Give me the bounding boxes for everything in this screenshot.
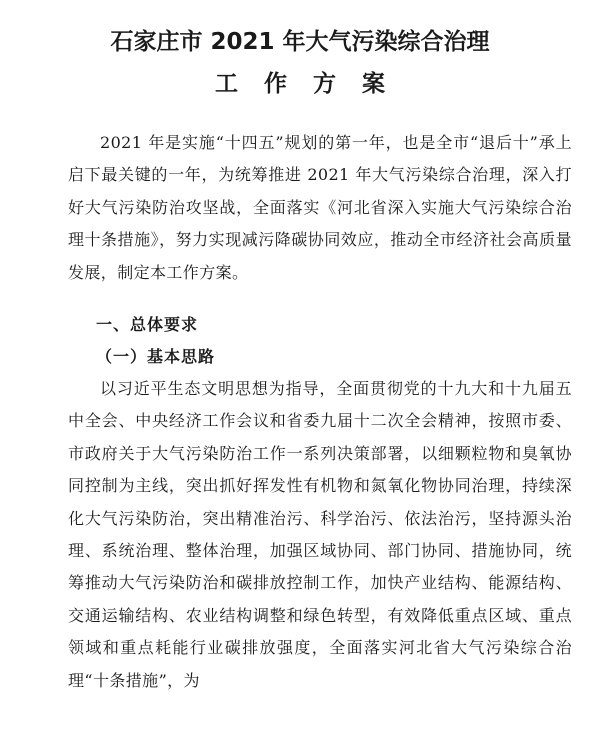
subsection-heading: （一）基本思路	[96, 347, 216, 366]
section-heading: 一、总体要求	[96, 315, 199, 334]
intro-paragraph: 2021 年是实施“十四五”规划的第一年，也是全市“退后十”承上启下最关键的一年，为统筹推进 2021 年大气污染综合治理，深入打好大气污染防治攻坚战，全面落实《河北省深入实施大气污染综合治理十条措施》，努力实现减污降碳协同效应，推动全市经济社会高质量发展，制定本工作方案。	[68, 133, 572, 282]
document-title: 石家庄市 2021 年大气污染综合治理	[110, 29, 490, 55]
document-subtitle: 工作方案	[215, 71, 411, 97]
body-paragraph: 以习近平生态文明思想为指导，全面贯彻党的十九大和十九届五中全会、中央经济工作会议和省委九届十二次全会精神，按照市委、市政府关于大气污染防治工作一系列决策部署，以细颗粒物和臭氧协同控制为主线，突出抓好挥发性有机物和氮氧化物协同治理，持续深化大气污染防治，突出精准治污、科学治污、依法治污，坚持源头治理、系统治理、整体治理，加强区域协同、部门协同、措施协同，统筹推动大气污染防治和碳排放控制工作，加快产业结构、能源结构、交通运输结构、农业结构调整和绿色转型，有效降低重点区域、重点领域和重点耗能行业碳排放强度，全面落实河北省大气污染综合治理“十条措施”，为	[68, 379, 572, 690]
